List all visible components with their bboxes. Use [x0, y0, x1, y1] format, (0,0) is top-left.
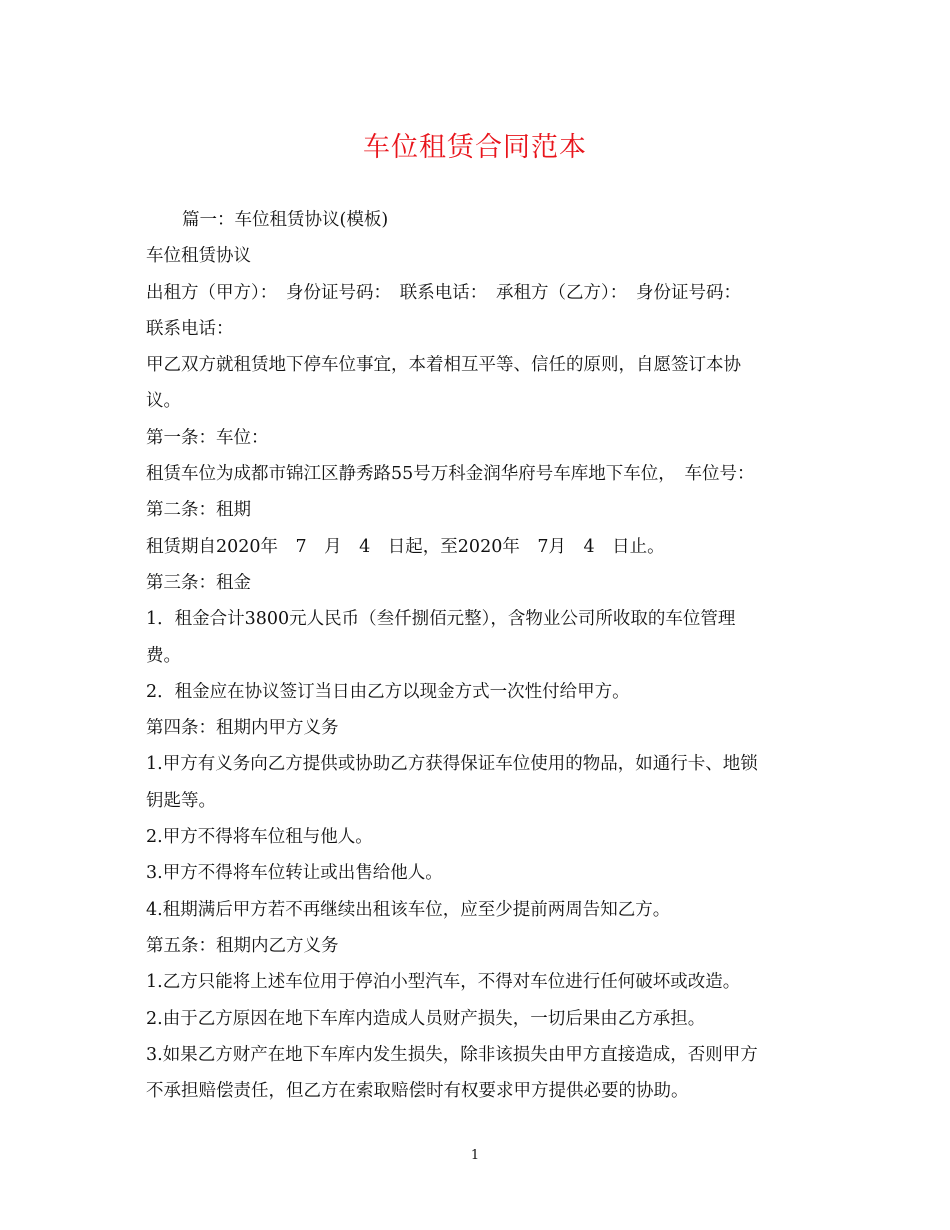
article-5-item-1: 1.乙方只能将上述车位用于停泊小型汽车，不得对车位进行任何破坏或改造。	[146, 972, 741, 993]
article-4-item-2: 2.甲方不得将车位租与他人。	[146, 827, 373, 848]
article-1-heading: 第一条：车位：	[146, 427, 269, 448]
intro-paragraph-end: 议。	[146, 391, 181, 412]
article-5-item-3-end: 不承担赔偿责任，但乙方在索取赔偿时有权要求甲方提供必要的协助。	[146, 1081, 689, 1102]
article-5-heading: 第五条：租期内乙方义务	[146, 935, 339, 956]
article-1-text: 租赁车位为成都市锦江区静秀路55号万科金润华府号车库地下车位， 车位号：	[146, 464, 755, 485]
article-3-item-2: 2．租金应在协议签订当日由乙方以现金方式一次性付给甲方。	[146, 681, 630, 702]
article-4-item-1-end: 钥匙等。	[146, 790, 216, 811]
article-3-item-1: 1．租金合计3800元人民币（叁仟捌佰元整），含物业公司所收取的车位管理	[146, 609, 736, 630]
article-5-item-2: 2.由于乙方原因在地下车库内造成人员财产损失，一切后果由乙方承担。	[146, 1008, 706, 1029]
document-title: 车位租赁合同范本	[363, 132, 587, 163]
document-body	[146, 202, 806, 1109]
article-2-text: 租赁期自2020年 7 月 4 日起，至2020年 7月 4 日止。	[146, 536, 665, 557]
article-4-item-4: 4.租期满后甲方若不再继续出租该车位，应至少提前两周告知乙方。	[146, 899, 671, 920]
parties-line: 出租方（甲方）： 身份证号码： 联系电话： 承租方（乙方）： 身份证号码：	[146, 282, 741, 303]
article-4-heading: 第四条：租期内甲方义务	[146, 718, 339, 739]
article-4-item-1: 1.甲方有义务向乙方提供或协助乙方获得保证车位使用的物品，如通行卡、地锁	[146, 754, 758, 775]
page-number: 1	[470, 1148, 480, 1163]
article-2-heading: 第二条：租期	[146, 500, 251, 521]
article-5-item-3: 3.如果乙方财产在地下车库内发生损失，除非该损失由甲方直接造成，否则甲方	[146, 1044, 758, 1065]
article-4-item-3: 3.甲方不得将车位转让或出售给他人。	[146, 863, 443, 884]
intro-paragraph: 甲乙双方就租赁地下停车位事宜，本着相互平等、信任的原则，自愿签订本协	[146, 355, 741, 376]
article-3-heading: 第三条：租金	[146, 572, 251, 593]
contact-line: 联系电话：	[146, 318, 234, 339]
article-3-item-1-end: 费。	[146, 645, 181, 666]
agreement-title: 车位租赁协议	[146, 246, 251, 267]
section-heading: 篇一：车位租赁协议(模板)	[182, 210, 389, 230]
